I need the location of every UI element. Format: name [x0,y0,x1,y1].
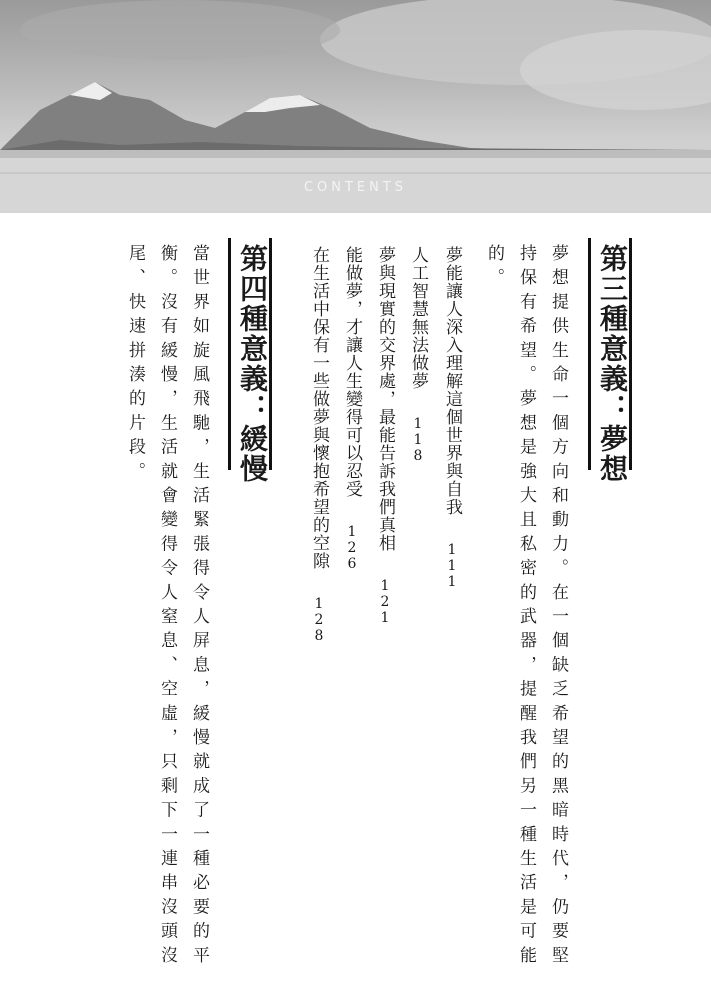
toc-page-number: 118 [410,416,426,464]
toc-page-number: 126 [344,524,360,572]
contents-label: CONTENTS [303,180,408,195]
section4-intro-line-1: 當世界如旋風飛馳，生活緊張得令人屏息，緩慢就成了一種必要的平 [189,244,209,970]
section4-heading: 第四種意義：緩慢 [236,244,269,484]
section3-heading: 第三種意義：夢想 [596,244,629,484]
toc-item[interactable] [310,246,327,644]
toc-title: 能做夢，才讓人生變得可以忍受 [342,246,362,498]
section3-intro-line-3: 的。 [484,244,504,293]
toc-page-number: 121 [377,578,393,626]
section4-intro-line-2: 衡。沒有緩慢，生活就會變得令人窒息、空虛，只剩下一連串沒頭沒 [157,244,177,970]
toc-page-number: 128 [311,596,327,644]
toc-page-number: 111 [444,542,460,590]
header-banner [0,0,711,213]
toc-item[interactable] [443,246,460,590]
toc-title: 夢能讓人深入理解這個世界與自我 [442,246,462,516]
toc-item[interactable] [409,246,426,464]
section3-intro-line-2: 持保有希望。夢想是強大且私密的武器，提醒我們另一種生活是可能 [516,244,536,970]
toc-title: 人工智慧無法做夢 [408,246,428,390]
section4-intro-line-3: 尾、快速拼湊的片段。 [125,244,145,486]
toc-title: 在生活中保有一些做夢與懷抱希望的空隙 [309,246,329,570]
toc-item[interactable] [343,246,360,572]
section3-intro-line-1: 夢想提供生命一個方向和動力。在一個缺乏希望的黑暗時代，仍要堅 [548,244,568,970]
toc-item[interactable] [376,246,393,626]
toc-title: 夢與現實的交界處，最能告訴我們真相 [375,246,395,552]
